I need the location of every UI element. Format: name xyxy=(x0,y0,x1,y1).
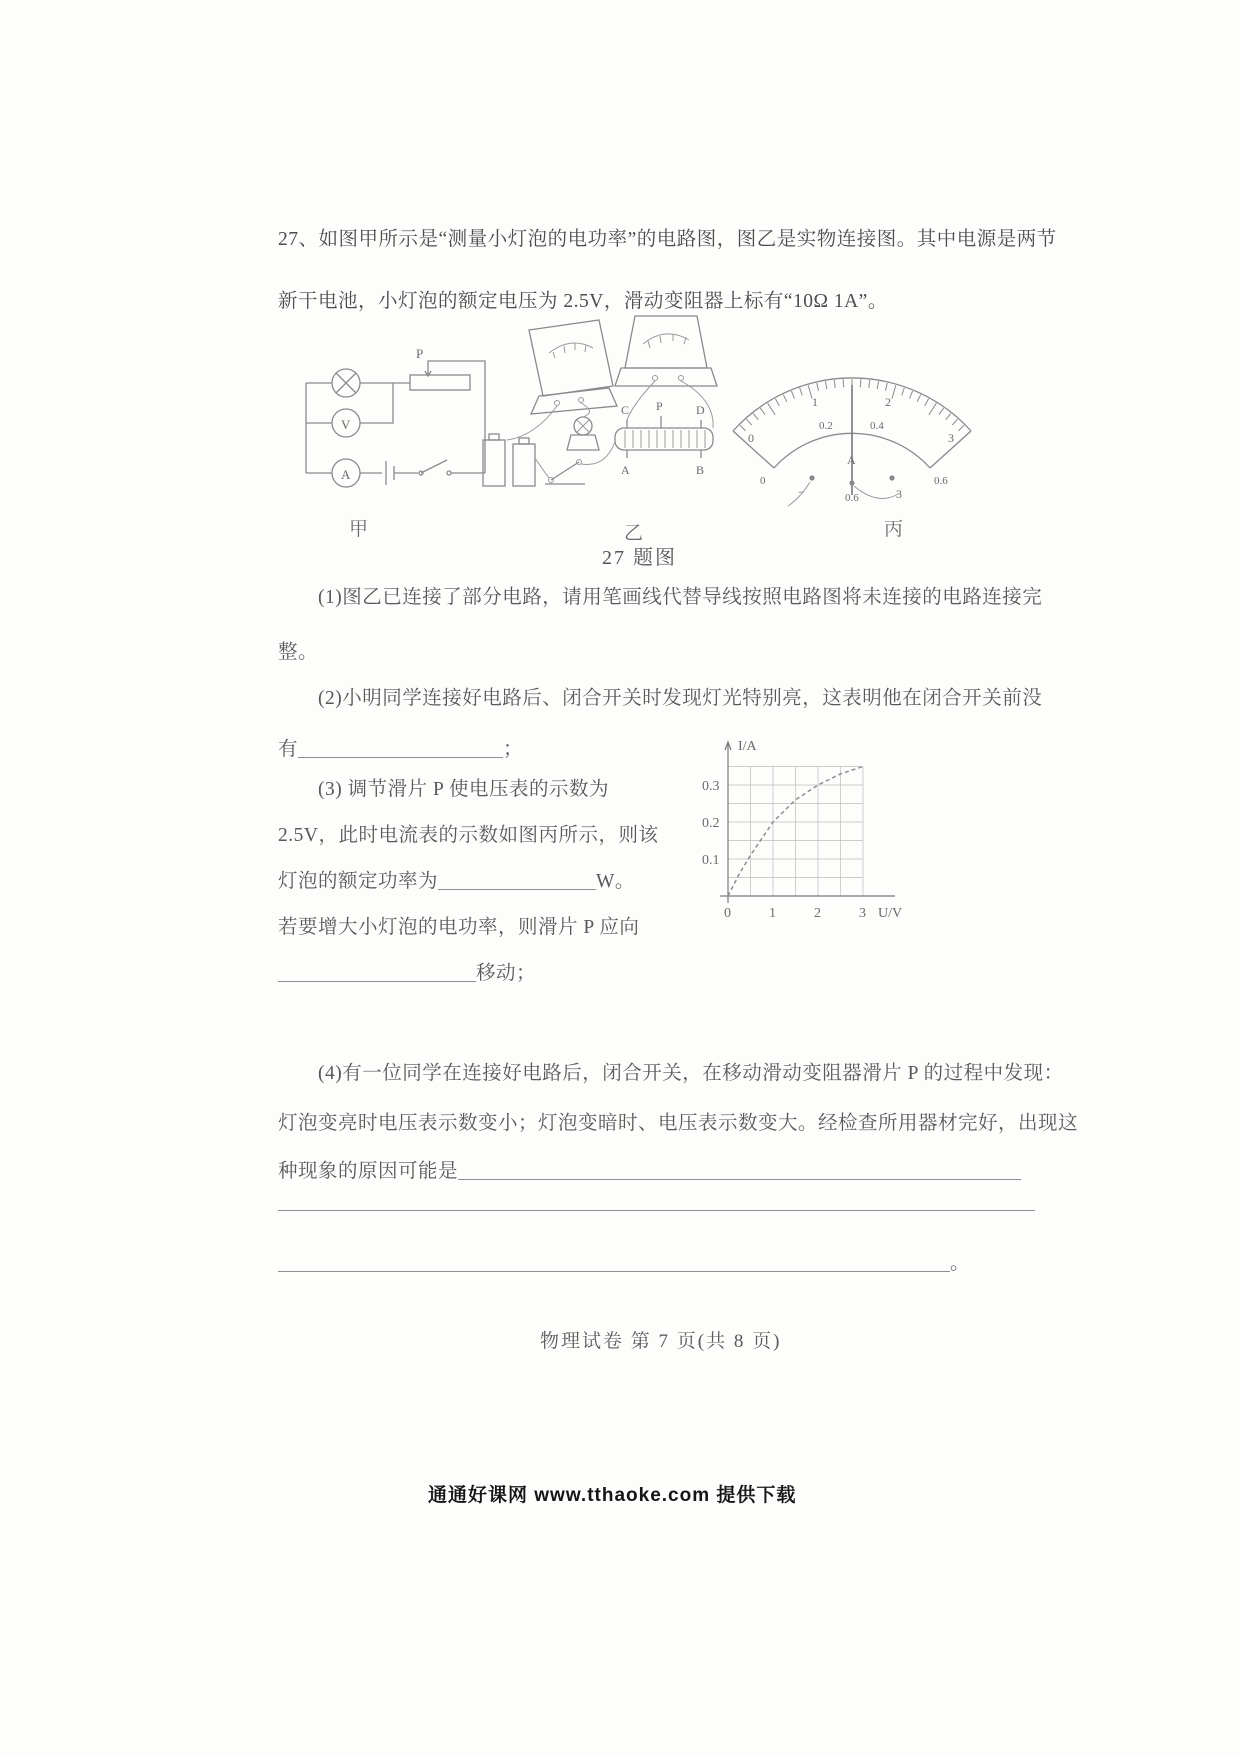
site-watermark: 通通好课网 www.tthaoke.com 提供下载 xyxy=(428,1485,797,1506)
x-axis-label: U/V xyxy=(878,906,903,921)
iu-curve-chart xyxy=(690,728,930,933)
figure-label-jia: 甲 xyxy=(349,519,370,540)
mid-tick-02: 0.2 xyxy=(819,420,833,432)
terminal-06-label: 0.6 xyxy=(845,492,859,504)
slider-label: P xyxy=(416,346,424,361)
upper-tick-0: 0 xyxy=(748,431,754,445)
part3-line5-suffix: 移动； xyxy=(476,963,537,984)
answer-blank-direction[interactable] xyxy=(278,964,476,982)
y-tick-02: 0.2 xyxy=(702,816,720,831)
rheostat-terminal-c: C xyxy=(621,403,630,417)
part4-line1: (4)有一位同学在连接好电路后，闭合开关，在移动滑动变阻器滑片 P 的过程中发现： xyxy=(318,1063,1064,1084)
ammeter-face-figure xyxy=(712,338,992,508)
x-tick-0: 0 xyxy=(724,906,731,921)
switch-icon xyxy=(551,462,579,480)
switch-icon xyxy=(421,460,447,473)
part4-period: 。 xyxy=(950,1253,971,1274)
rheostat-icon xyxy=(410,375,470,390)
part3-line1: (3) 调节滑片 P 使电压表的示数为 xyxy=(318,779,609,800)
rheostat-icon xyxy=(615,428,713,450)
ammeter-label: A xyxy=(341,467,351,482)
rheostat-terminal-a: A xyxy=(621,463,630,477)
part4-line3 xyxy=(278,1160,1021,1183)
answer-blank-reason-3[interactable] xyxy=(278,1254,950,1272)
physical-connection-figure xyxy=(465,308,727,508)
y-tick-01: 0.1 xyxy=(702,853,720,868)
terminal-3-icon xyxy=(889,475,894,480)
rheostat-slider-p: P xyxy=(656,399,663,413)
lower-tick-right: 0.6 xyxy=(934,475,948,487)
part3-line2: 2.5V，此时电流表的示数如图丙所示，则该 xyxy=(278,825,659,846)
voltmeter-label: V xyxy=(341,417,351,432)
meter1-icon xyxy=(529,320,613,396)
question-intro-line2: 新干电池，小灯泡的额定电压为 2.5V，滑动变阻器上标有“10Ω 1A”。 xyxy=(278,291,888,312)
terminal-minus-label: − xyxy=(798,485,805,499)
figure-label-yi: 乙 xyxy=(624,523,645,544)
mid-tick-04: 0.4 xyxy=(870,420,884,432)
answer-blank-power[interactable] xyxy=(438,872,596,890)
part3-line3 xyxy=(278,870,635,893)
part1-line1: (1)图乙已连接了部分电路，请用笔画线代替导线按照电路图将未连接的电路连接完 xyxy=(318,587,1043,608)
x-tick-3: 3 xyxy=(859,906,866,921)
part4-line2: 灯泡变亮时电压表示数变小；灯泡变暗时、电压表示数变大。经检查所用器材完好，出现这 xyxy=(278,1113,1079,1134)
part2-line1: (2)小明同学连接好电路后、闭合开关时发现灯光特别亮，这表明他在闭合开关前没 xyxy=(318,688,1043,709)
terminal-06-icon xyxy=(849,480,854,485)
part2-line2 xyxy=(278,738,523,761)
answer-blank-reason-1[interactable] xyxy=(458,1162,1021,1180)
battery2-icon xyxy=(513,444,535,486)
answer-blank-reason-2[interactable] xyxy=(278,1210,1035,1211)
figure-caption: 27 题图 xyxy=(602,547,677,569)
rheostat-terminal-d: D xyxy=(696,403,705,417)
x-tick-2: 2 xyxy=(814,906,821,921)
y-axis-label: I/A xyxy=(738,739,757,754)
upper-tick-2: 2 xyxy=(885,395,891,409)
part2-prefix: 有 xyxy=(278,739,299,760)
part3-line4: 若要增大小灯泡的电功率，则滑片 P 应向 xyxy=(278,917,640,938)
figure-label-bing: 丙 xyxy=(884,519,905,540)
battery1-icon xyxy=(483,440,505,486)
y-tick-03: 0.3 xyxy=(702,779,720,794)
upper-tick-1: 1 xyxy=(812,395,818,409)
answer-blank-part2[interactable] xyxy=(298,740,503,758)
part4-line3-prefix: 种现象的原因可能是 xyxy=(278,1161,459,1182)
page-footer: 物理试卷 第 7 页(共 8 页) xyxy=(540,1331,782,1352)
terminal-3-label: 3 xyxy=(896,487,902,501)
upper-tick-3: 3 xyxy=(948,431,954,445)
meter2-icon xyxy=(625,316,707,368)
part4-end-line xyxy=(278,1252,970,1275)
part1-line2: 整。 xyxy=(278,642,319,663)
question-intro-line1: 27、如图甲所示是“测量小灯泡的电功率”的电路图，图乙是实物连接图。其中电源是两节 xyxy=(278,229,1057,250)
x-tick-1: 1 xyxy=(769,906,776,921)
ammeter-unit-label: A xyxy=(847,453,856,467)
part3-line5 xyxy=(278,962,536,985)
part3-line3-suffix: W。 xyxy=(596,871,635,892)
part2-suffix: ； xyxy=(503,739,524,760)
part3-line3-prefix: 灯泡的额定功率为 xyxy=(278,871,439,892)
terminal-minus-icon xyxy=(809,475,814,480)
rheostat-terminal-b: B xyxy=(696,463,705,477)
lower-tick-left: 0 xyxy=(760,475,766,487)
